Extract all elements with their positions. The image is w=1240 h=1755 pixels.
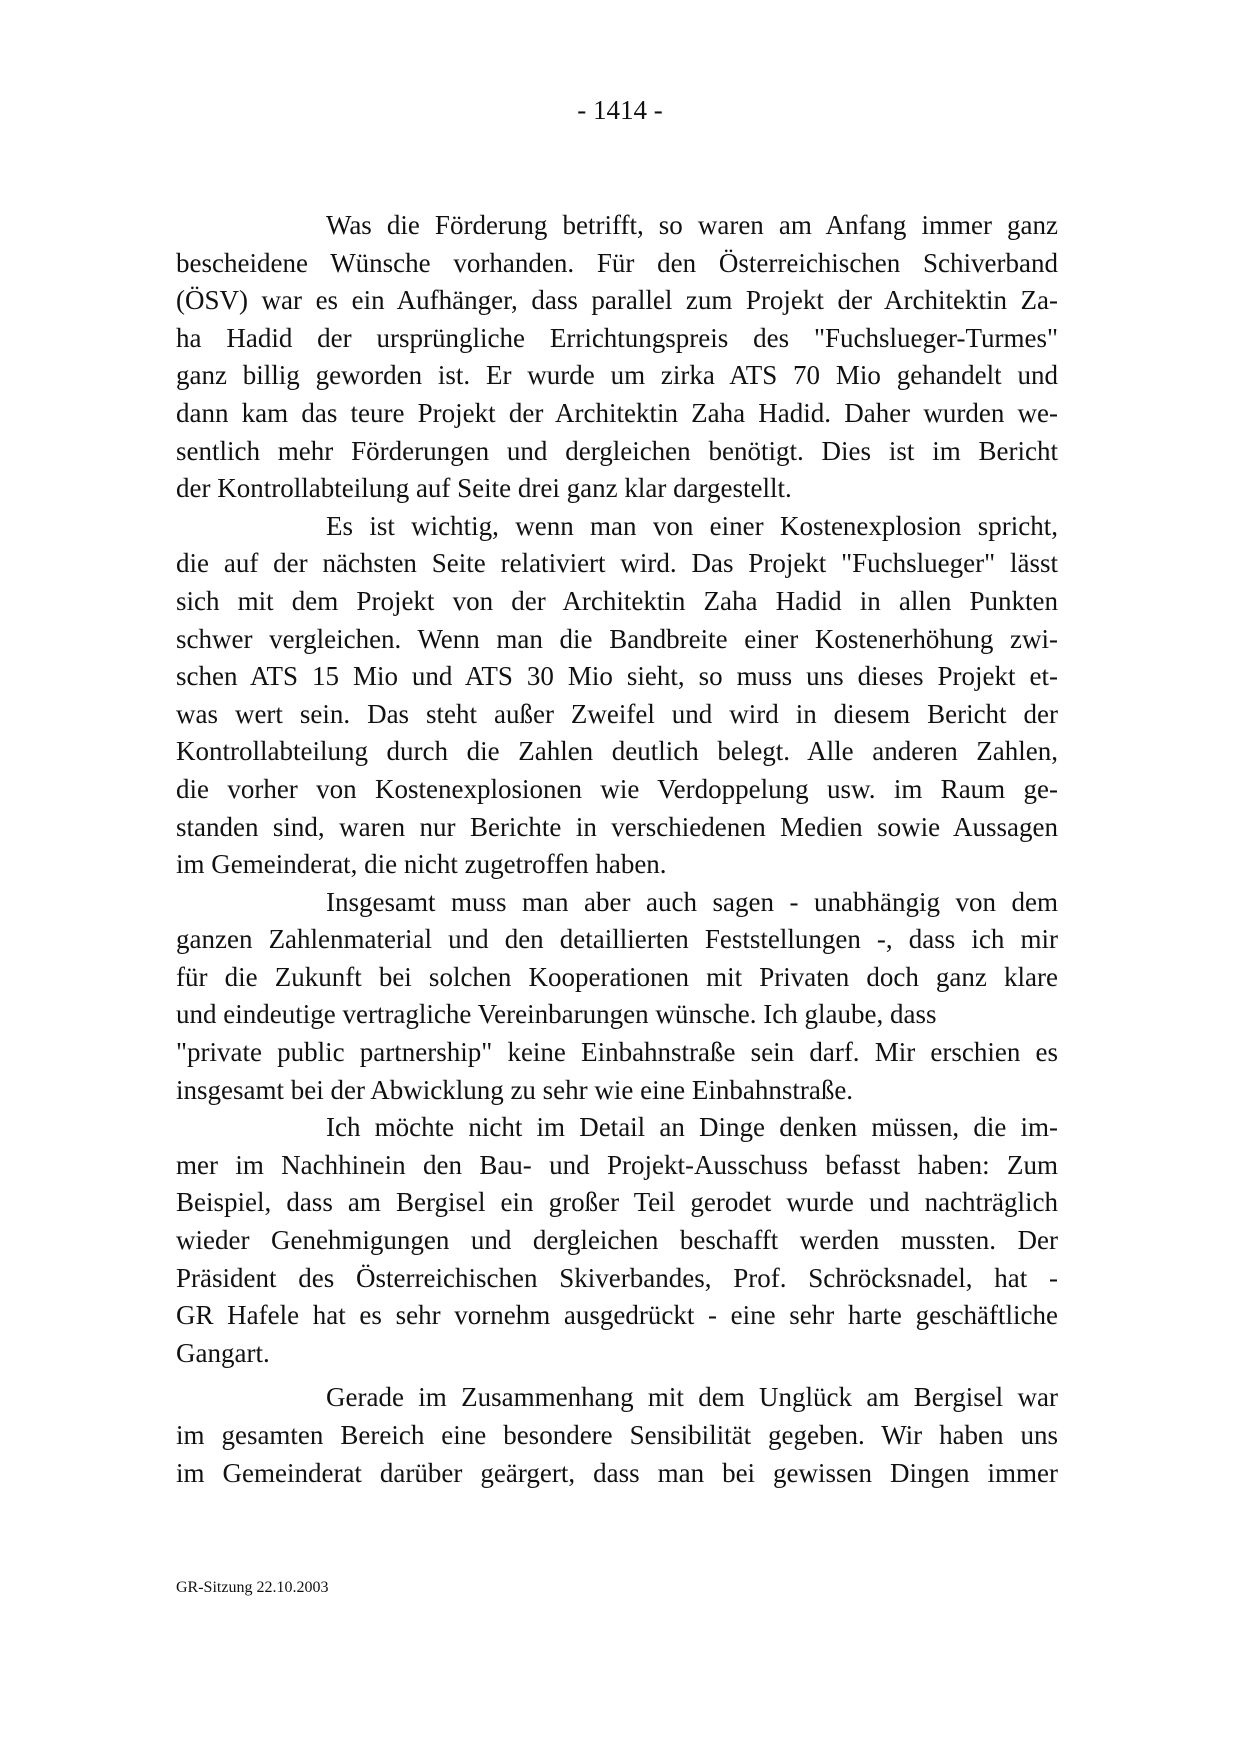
text-line: wieder Genehmigungen und dergleichen beschafft werden mussten. Der <box>176 1225 1058 1256</box>
text-line: (ÖSV) war es ein Aufhänger, dass parallel zum Projekt der Architektin Za- <box>176 285 1058 316</box>
text-line: schen ATS 15 Mio und ATS 30 Mio sieht, so muss uns dieses Projekt et- <box>176 661 1058 692</box>
text-line: GR Hafele hat es sehr vornehm ausgedrückt - eine sehr harte geschäftliche <box>176 1300 1058 1331</box>
paragraph-1 <box>176 207 1058 508</box>
text-line: die vorher von Kostenexplosionen wie Verdoppelung usw. im Raum ge- <box>176 773 1058 804</box>
text-line: schwer vergleichen. Wenn man die Bandbreite einer Kostenerhöhung zwi- <box>176 623 1058 654</box>
footer-session-date: GR-Sitzung 22.10.2003 <box>176 1579 329 1596</box>
text-line: Präsident des Österreichischen Skiverbandes, Prof. Schröcksnadel, hat - <box>176 1262 1058 1293</box>
text-line: Gerade im Zusammenhang mit dem Unglück am Bergisel war <box>326 1382 1058 1413</box>
text-line: dann kam das teure Projekt der Architektin Zaha Hadid. Daher wurden we- <box>176 397 1058 428</box>
paragraph-5 <box>176 1379 1058 1492</box>
text-line: Insgesamt muss man aber auch sagen - unabhängig von dem <box>326 886 1058 917</box>
text-line: im Gemeinderat, die nicht zugetroffen haben. <box>176 849 667 880</box>
text-line: ganzen Zahlenmaterial und den detaillierten Feststellungen -, dass ich mir <box>176 924 1058 955</box>
paragraph-2 <box>176 508 1058 884</box>
text-line: Gangart. <box>176 1337 270 1368</box>
text-line: sich mit dem Projekt von der Architektin Zaha Hadid in allen Punkten <box>176 585 1058 616</box>
text-line: ganz billig geworden ist. Er wurde um zirka ATS 70 Mio gehandelt und <box>176 360 1058 391</box>
text-line: Beispiel, dass am Bergisel ein großer Teil gerodet wurde und nachträglich <box>176 1187 1058 1218</box>
paragraph-gap <box>176 1372 1058 1379</box>
paragraph-3 <box>176 884 1058 1110</box>
text-line: standen sind, waren nur Berichte in verschiedenen Medien sowie Aussagen <box>176 811 1058 842</box>
text-line: mer im Nachhinein den Bau- und Projekt-Ausschuss befasst haben: Zum <box>176 1149 1058 1180</box>
text-line: und eindeutige vertragliche Vereinbarungen wünsche. Ich glaube, dass <box>176 999 937 1030</box>
text-line: bescheidene Wünsche vorhanden. Für den Österreichischen Schiverband <box>176 247 1058 278</box>
text-line: ha Hadid der ursprüngliche Errichtungspreis des "Fuchslueger-Turmes" <box>176 322 1058 353</box>
text-line: im gesamten Bereich eine besondere Sensibilität gegeben. Wir haben uns <box>176 1420 1058 1450</box>
page-number: - 1414 - <box>577 95 663 125</box>
paragraph-4 <box>176 1109 1058 1372</box>
text-line: insgesamt bei der Abwicklung zu sehr wie eine Einbahnstraße. <box>176 1074 854 1105</box>
text-line: Was die Förderung betrifft, so waren am Anfang immer ganz <box>326 210 1058 240</box>
text-line: der Kontrollabteilung auf Seite drei ganz klar dargestellt. <box>176 473 792 504</box>
body-text <box>176 207 1058 1492</box>
text-line: was wert sein. Das steht außer Zweifel und wird in diesem Bericht der <box>176 698 1058 729</box>
text-line: Ich möchte nicht im Detail an Dinge denken müssen, die im- <box>326 1112 1058 1143</box>
text-line: Es ist wichtig, wenn man von einer Kostenexplosion spricht, <box>326 510 1058 541</box>
text-line: "private public partnership" keine Einbahnstraße sein darf. Mir erschien es <box>176 1037 1058 1068</box>
text-line: für die Zukunft bei solchen Kooperationen mit Privaten doch ganz klare <box>176 961 1058 992</box>
text-line: im Gemeinderat darüber geärgert, dass man bei gewissen Dingen immer <box>176 1457 1058 1488</box>
text-line: sentlich mehr Förderungen und dergleichen benötigt. Dies ist im Bericht <box>176 435 1058 466</box>
text-line: Kontrollabteilung durch die Zahlen deutlich belegt. Alle anderen Zahlen, <box>176 736 1058 767</box>
text-line: die auf der nächsten Seite relativiert wird. Das Projekt "Fuchslueger" lässt <box>176 548 1058 579</box>
